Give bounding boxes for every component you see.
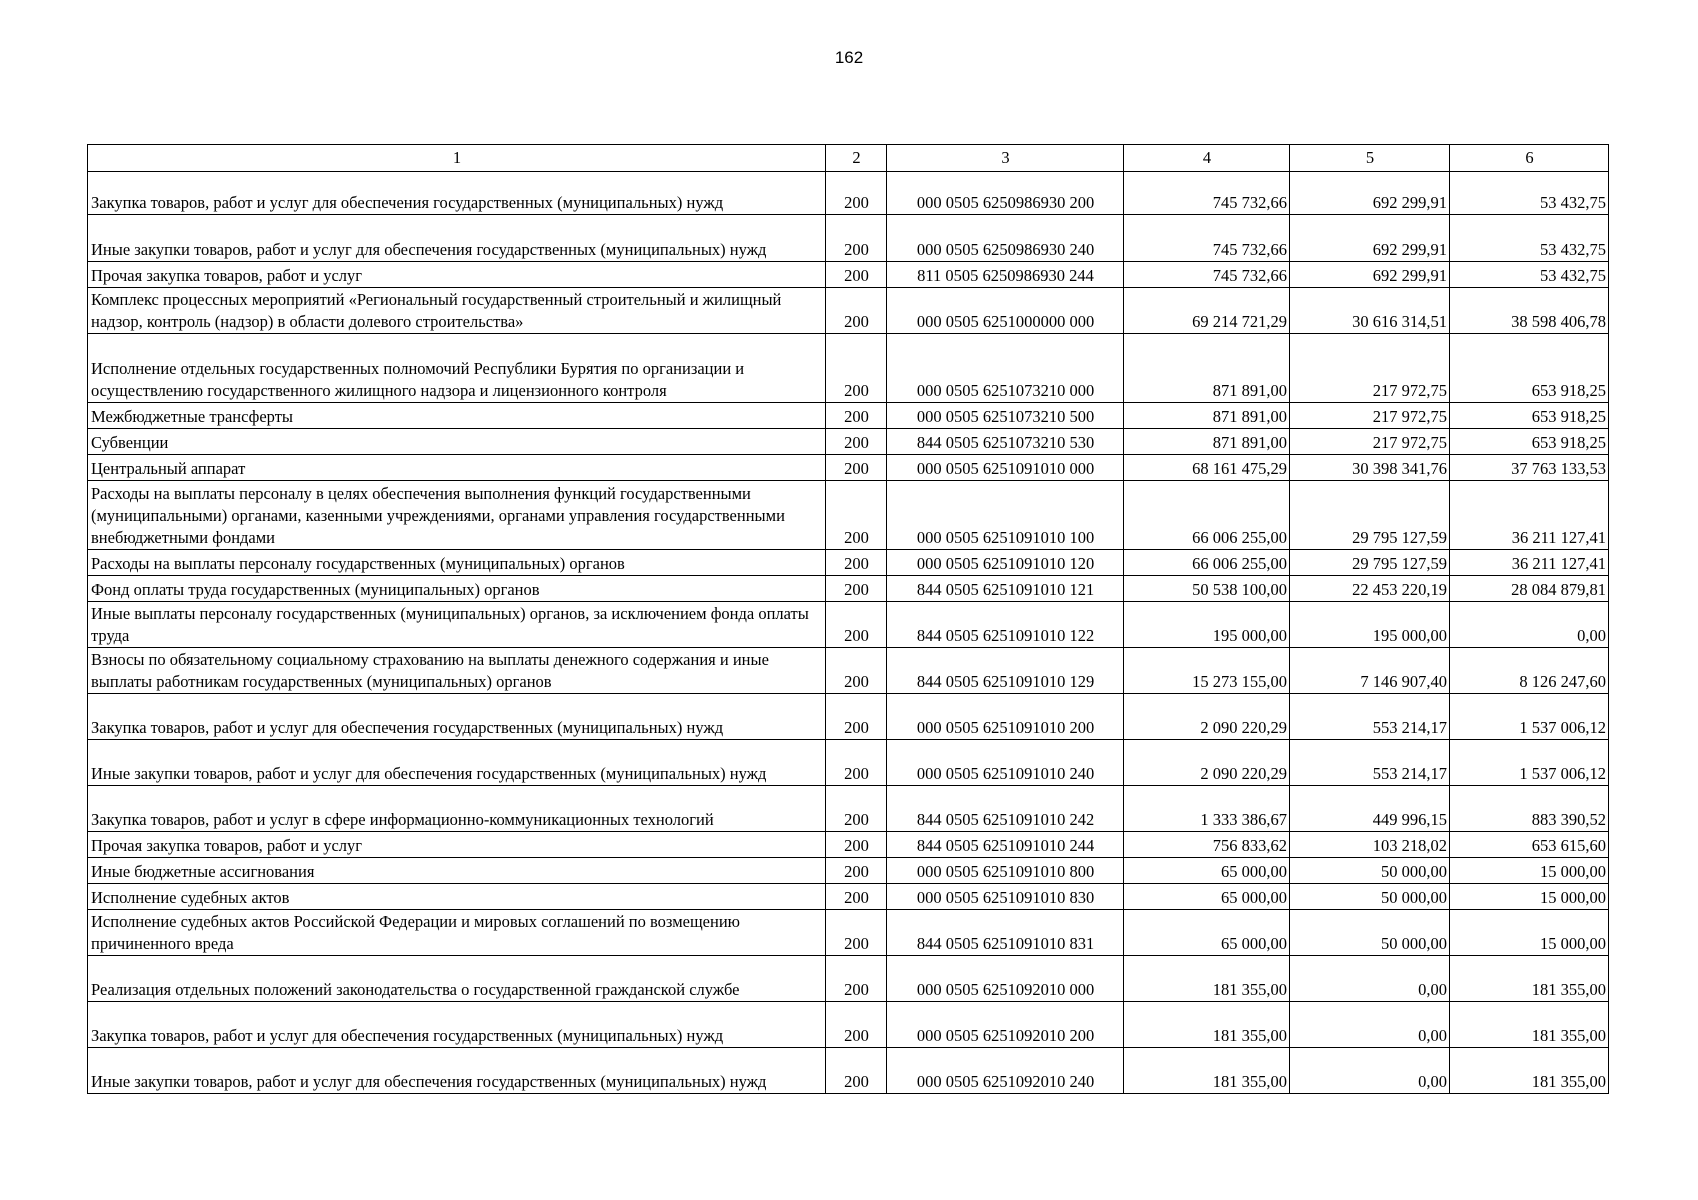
row-value-col6: 653 918,25 [1450, 429, 1609, 455]
column-header: 2 [826, 145, 887, 172]
row-value-col6: 37 763 133,53 [1450, 455, 1609, 481]
row-value-col5: 29 795 127,59 [1290, 550, 1450, 576]
row-value-col5: 692 299,91 [1290, 172, 1450, 215]
row-name: Реализация отдельных положений законодательства о государственной гражданской службе [88, 956, 826, 1002]
row-value-col4: 745 732,66 [1124, 172, 1290, 215]
column-header: 6 [1450, 145, 1609, 172]
row-value-col5: 217 972,75 [1290, 403, 1450, 429]
column-header: 3 [887, 145, 1124, 172]
table-row [88, 262, 1609, 288]
row-value-col5: 50 000,00 [1290, 910, 1450, 956]
row-value-col5: 50 000,00 [1290, 858, 1450, 884]
budget-execution-table [87, 144, 1609, 1094]
row-value-col6: 38 598 406,78 [1450, 288, 1609, 334]
row-classification-code: 000 0505 6250986930 200 [887, 172, 1124, 215]
table-row [88, 648, 1609, 694]
row-value-col5: 217 972,75 [1290, 429, 1450, 455]
row-value-col4: 871 891,00 [1124, 429, 1290, 455]
row-value-col6: 0,00 [1450, 602, 1609, 648]
row-value-col5: 0,00 [1290, 1048, 1450, 1094]
row-name: Закупка товаров, работ и услуг для обеспечения государственных (муниципальных) нужд [88, 172, 826, 215]
row-classification-code: 000 0505 6251091010 200 [887, 694, 1124, 740]
row-line-code: 200 [826, 481, 887, 550]
row-value-col6: 53 432,75 [1450, 215, 1609, 262]
row-name: Комплекс процессных мероприятий «Региональный государственный строительный и жилищный надзор, контроль (надзор) в области долевого строительства» [88, 288, 826, 334]
row-value-col5: 449 996,15 [1290, 786, 1450, 832]
row-line-code: 200 [826, 832, 887, 858]
row-value-col6: 28 084 879,81 [1450, 576, 1609, 602]
row-value-col5: 22 453 220,19 [1290, 576, 1450, 602]
row-value-col5: 692 299,91 [1290, 215, 1450, 262]
row-value-col6: 8 126 247,60 [1450, 648, 1609, 694]
row-value-col5: 30 616 314,51 [1290, 288, 1450, 334]
row-line-code: 200 [826, 1048, 887, 1094]
row-value-col5: 217 972,75 [1290, 334, 1450, 403]
row-classification-code: 000 0505 6251092010 240 [887, 1048, 1124, 1094]
row-name: Иные выплаты персоналу государственных (муниципальных) органов, за исключением фонда оплаты труда [88, 602, 826, 648]
row-value-col4: 181 355,00 [1124, 1002, 1290, 1048]
table-row [88, 884, 1609, 910]
row-value-col6: 653 615,60 [1450, 832, 1609, 858]
table-row [88, 910, 1609, 956]
row-line-code: 200 [826, 429, 887, 455]
row-name: Закупка товаров, работ и услуг в сфере информационно-коммуникационных технологий [88, 786, 826, 832]
row-classification-code: 000 0505 6250986930 240 [887, 215, 1124, 262]
row-line-code: 200 [826, 648, 887, 694]
table-row [88, 481, 1609, 550]
row-value-col6: 15 000,00 [1450, 884, 1609, 910]
row-name: Взносы по обязательному социальному страхованию на выплаты денежного содержания и иные выплаты работникам государственных (муниципальных) органов [88, 648, 826, 694]
row-value-col6: 1 537 006,12 [1450, 694, 1609, 740]
row-classification-code: 000 0505 6251073210 500 [887, 403, 1124, 429]
row-name: Закупка товаров, работ и услуг для обеспечения государственных (муниципальных) нужд [88, 1002, 826, 1048]
row-value-col4: 871 891,00 [1124, 403, 1290, 429]
row-name: Субвенции [88, 429, 826, 455]
row-classification-code: 000 0505 6251092010 200 [887, 1002, 1124, 1048]
row-name: Прочая закупка товаров, работ и услуг [88, 832, 826, 858]
table-row [88, 550, 1609, 576]
row-value-col5: 553 214,17 [1290, 740, 1450, 786]
row-line-code: 200 [826, 910, 887, 956]
table-row [88, 334, 1609, 403]
row-value-col5: 553 214,17 [1290, 694, 1450, 740]
row-value-col6: 53 432,75 [1450, 262, 1609, 288]
row-classification-code: 000 0505 6251000000 000 [887, 288, 1124, 334]
row-value-col4: 745 732,66 [1124, 215, 1290, 262]
row-value-col6: 653 918,25 [1450, 334, 1609, 403]
row-name: Иные закупки товаров, работ и услуг для обеспечения государственных (муниципальных) нужд [88, 740, 826, 786]
row-value-col6: 653 918,25 [1450, 403, 1609, 429]
row-classification-code: 000 0505 6251091010 000 [887, 455, 1124, 481]
table-row [88, 694, 1609, 740]
row-value-col4: 1 333 386,67 [1124, 786, 1290, 832]
row-line-code: 200 [826, 884, 887, 910]
table-row [88, 172, 1609, 215]
row-value-col5: 692 299,91 [1290, 262, 1450, 288]
table-row [88, 288, 1609, 334]
row-value-col4: 65 000,00 [1124, 858, 1290, 884]
row-line-code: 200 [826, 858, 887, 884]
row-line-code: 200 [826, 550, 887, 576]
table-row [88, 1048, 1609, 1094]
row-value-col4: 195 000,00 [1124, 602, 1290, 648]
row-classification-code: 000 0505 6251091010 120 [887, 550, 1124, 576]
row-name: Центральный аппарат [88, 455, 826, 481]
row-line-code: 200 [826, 403, 887, 429]
row-value-col5: 0,00 [1290, 1002, 1450, 1048]
row-line-code: 200 [826, 215, 887, 262]
row-value-col4: 181 355,00 [1124, 956, 1290, 1002]
row-name: Исполнение отдельных государственных полномочий Республики Бурятия по организации и осуществлению государственного жилищного надзора и лицензионного контроля [88, 334, 826, 403]
table-row [88, 602, 1609, 648]
row-value-col5: 30 398 341,76 [1290, 455, 1450, 481]
row-value-col5: 103 218,02 [1290, 832, 1450, 858]
row-classification-code: 844 0505 6251091010 121 [887, 576, 1124, 602]
table-row [88, 956, 1609, 1002]
row-value-col6: 181 355,00 [1450, 956, 1609, 1002]
row-line-code: 200 [826, 786, 887, 832]
row-line-code: 200 [826, 172, 887, 215]
row-classification-code: 000 0505 6251091010 800 [887, 858, 1124, 884]
row-value-col4: 15 273 155,00 [1124, 648, 1290, 694]
row-value-col5: 0,00 [1290, 956, 1450, 1002]
row-value-col6: 1 537 006,12 [1450, 740, 1609, 786]
row-line-code: 200 [826, 576, 887, 602]
row-classification-code: 000 0505 6251091010 240 [887, 740, 1124, 786]
row-value-col5: 50 000,00 [1290, 884, 1450, 910]
row-classification-code: 811 0505 6250986930 244 [887, 262, 1124, 288]
row-line-code: 200 [826, 1002, 887, 1048]
row-name: Расходы на выплаты персоналу государственных (муниципальных) органов [88, 550, 826, 576]
row-value-col4: 181 355,00 [1124, 1048, 1290, 1094]
row-line-code: 200 [826, 956, 887, 1002]
row-line-code: 200 [826, 262, 887, 288]
row-classification-code: 000 0505 6251091010 100 [887, 481, 1124, 550]
row-value-col5: 29 795 127,59 [1290, 481, 1450, 550]
row-value-col4: 66 006 255,00 [1124, 550, 1290, 576]
row-value-col4: 2 090 220,29 [1124, 694, 1290, 740]
row-value-col6: 36 211 127,41 [1450, 481, 1609, 550]
row-name: Фонд оплаты труда государственных (муниципальных) органов [88, 576, 826, 602]
row-value-col5: 7 146 907,40 [1290, 648, 1450, 694]
row-name: Иные закупки товаров, работ и услуг для обеспечения государственных (муниципальных) нужд [88, 1048, 826, 1094]
row-name: Иные бюджетные ассигнования [88, 858, 826, 884]
table-row [88, 1002, 1609, 1048]
column-header: 1 [88, 145, 826, 172]
column-header: 5 [1290, 145, 1450, 172]
row-value-col4: 871 891,00 [1124, 334, 1290, 403]
row-value-col4: 745 732,66 [1124, 262, 1290, 288]
row-name: Исполнение судебных актов [88, 884, 826, 910]
table-row [88, 455, 1609, 481]
row-value-col4: 65 000,00 [1124, 884, 1290, 910]
row-name: Прочая закупка товаров, работ и услуг [88, 262, 826, 288]
column-number-header-row [88, 145, 1609, 172]
table-row [88, 576, 1609, 602]
row-value-col4: 66 006 255,00 [1124, 481, 1290, 550]
table-row [88, 832, 1609, 858]
row-classification-code: 000 0505 6251073210 000 [887, 334, 1124, 403]
column-header: 4 [1124, 145, 1290, 172]
table-row [88, 740, 1609, 786]
row-classification-code: 844 0505 6251091010 242 [887, 786, 1124, 832]
row-line-code: 200 [826, 455, 887, 481]
row-classification-code: 000 0505 6251092010 000 [887, 956, 1124, 1002]
row-line-code: 200 [826, 334, 887, 403]
row-classification-code: 844 0505 6251091010 129 [887, 648, 1124, 694]
table-row [88, 215, 1609, 262]
row-classification-code: 844 0505 6251091010 122 [887, 602, 1124, 648]
row-value-col4: 68 161 475,29 [1124, 455, 1290, 481]
row-value-col6: 181 355,00 [1450, 1048, 1609, 1094]
row-value-col6: 883 390,52 [1450, 786, 1609, 832]
row-name: Расходы на выплаты персоналу в целях обеспечения выполнения функций государственными (муниципальными) органами, казенными учреждениями, органами управления государственными внебюджетными фондами [88, 481, 826, 550]
row-value-col6: 53 432,75 [1450, 172, 1609, 215]
row-line-code: 200 [826, 288, 887, 334]
row-value-col4: 50 538 100,00 [1124, 576, 1290, 602]
row-value-col6: 36 211 127,41 [1450, 550, 1609, 576]
row-value-col5: 195 000,00 [1290, 602, 1450, 648]
row-value-col6: 181 355,00 [1450, 1002, 1609, 1048]
row-value-col4: 65 000,00 [1124, 910, 1290, 956]
table-row [88, 403, 1609, 429]
table-row [88, 429, 1609, 455]
row-value-col4: 2 090 220,29 [1124, 740, 1290, 786]
table-row [88, 786, 1609, 832]
row-name: Исполнение судебных актов Российской Федерации и мировых соглашений по возмещению причиненного вреда [88, 910, 826, 956]
row-line-code: 200 [826, 602, 887, 648]
row-name: Иные закупки товаров, работ и услуг для обеспечения государственных (муниципальных) нужд [88, 215, 826, 262]
row-line-code: 200 [826, 740, 887, 786]
row-name: Межбюджетные трансферты [88, 403, 826, 429]
row-name: Закупка товаров, работ и услуг для обеспечения государственных (муниципальных) нужд [88, 694, 826, 740]
row-line-code: 200 [826, 694, 887, 740]
row-value-col4: 756 833,62 [1124, 832, 1290, 858]
row-classification-code: 000 0505 6251091010 830 [887, 884, 1124, 910]
page-number: 162 [834, 48, 864, 67]
row-value-col4: 69 214 721,29 [1124, 288, 1290, 334]
row-classification-code: 844 0505 6251091010 244 [887, 832, 1124, 858]
row-classification-code: 844 0505 6251073210 530 [887, 429, 1124, 455]
row-classification-code: 844 0505 6251091010 831 [887, 910, 1124, 956]
row-value-col6: 15 000,00 [1450, 910, 1609, 956]
row-value-col6: 15 000,00 [1450, 858, 1609, 884]
table-row [88, 858, 1609, 884]
